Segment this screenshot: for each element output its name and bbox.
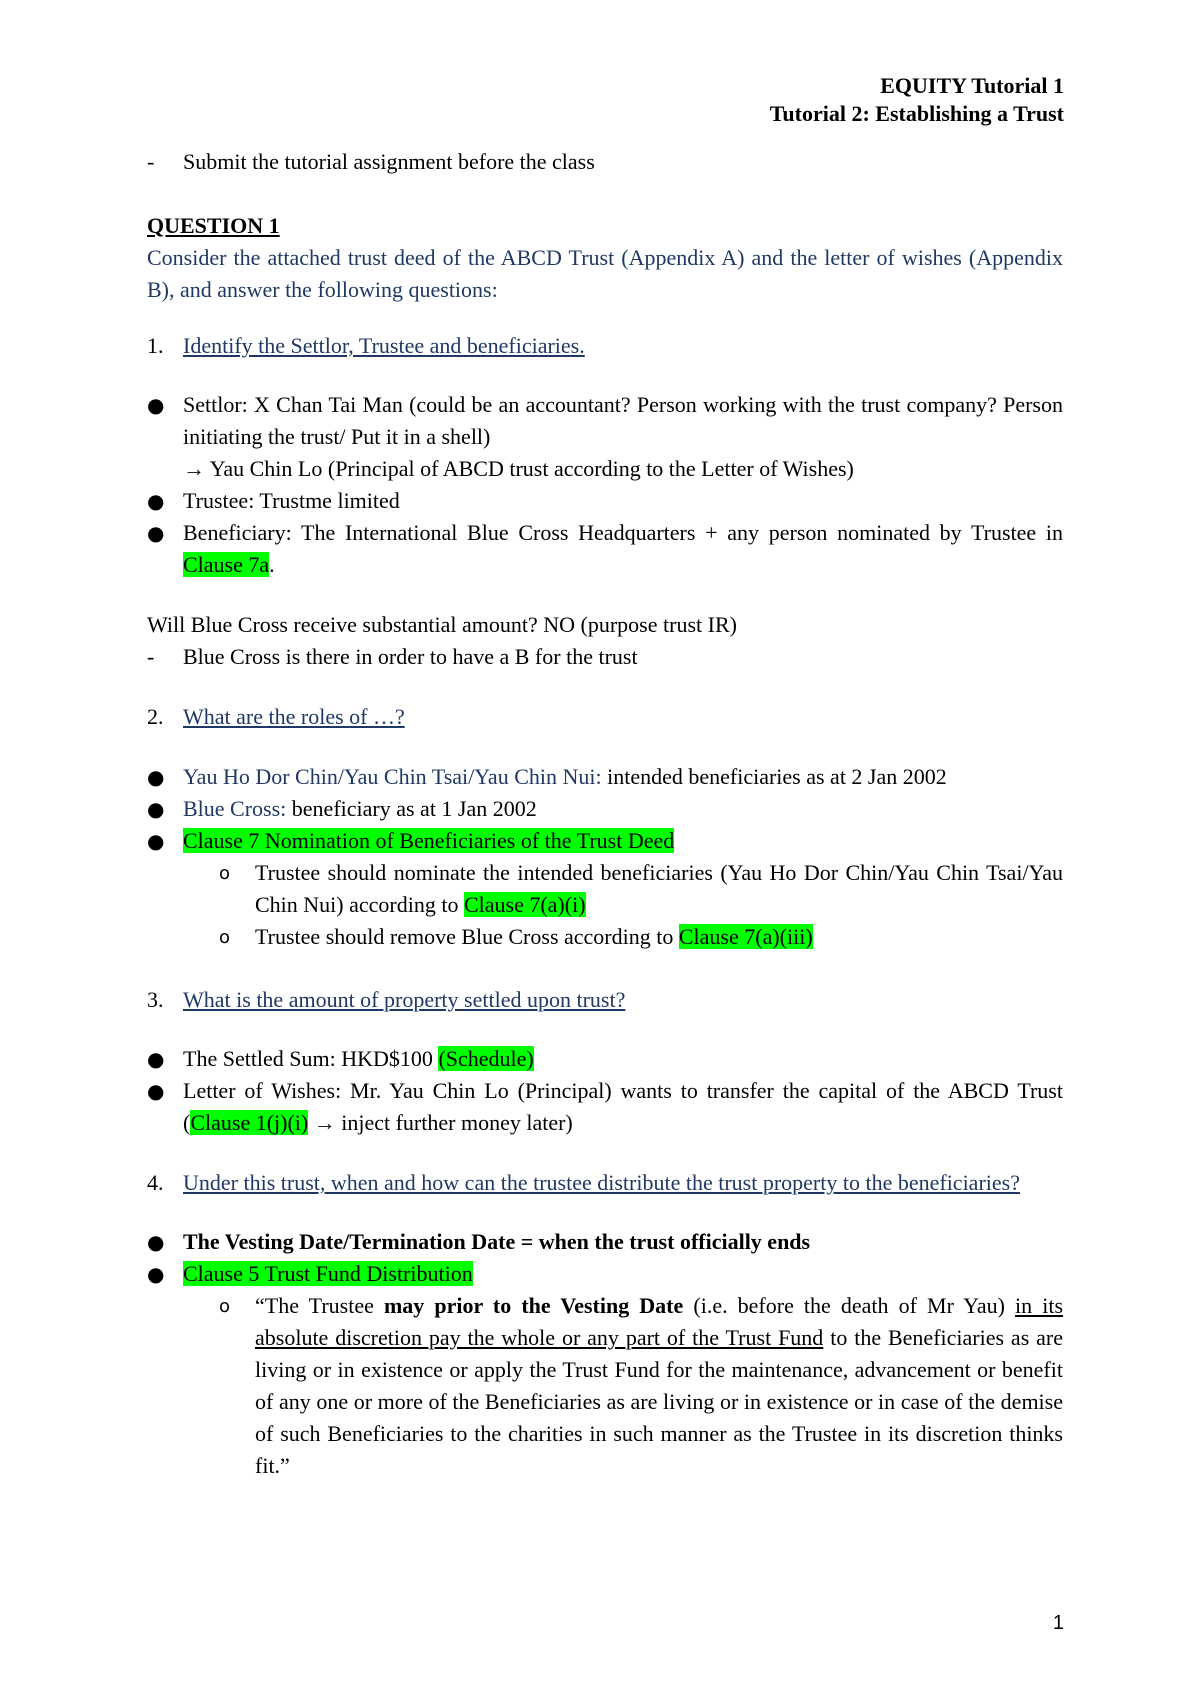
circle-marker: o xyxy=(219,927,231,948)
bullet-icon: ● xyxy=(147,1047,165,1071)
trustee-text: Trustee: Trustme limited xyxy=(183,488,400,513)
blue-cross-role: beneficiary as at 1 Jan 2002 xyxy=(291,796,537,821)
bullet-vesting-date xyxy=(147,1226,1063,1258)
beneficiary-text: Beneficiary: The International Blue Cross Headquarters + any person nominated by Trustee in xyxy=(183,520,1063,545)
bullet-clause-5 xyxy=(147,1258,1063,1290)
bullet-icon: ● xyxy=(147,829,165,853)
settlor-arrow-line xyxy=(147,453,1063,485)
section-heading-text: Identify the Settlor, Trustee and beneficiaries. xyxy=(183,333,585,358)
quote-end: to the Beneficiaries as are living or in existence or apply the Trust Fund for the maintenance, advancement or benefit of any one or more of the Beneficiaries as are living or in existence or in case of the demise of such Beneficiaries to the charities in such manner as the Trustee in its discretion thinks fit.” xyxy=(255,1325,1064,1478)
section-heading-text: What is the amount of property settled upon trust? xyxy=(183,987,626,1012)
circle-marker: o xyxy=(219,863,231,884)
bullet-icon: ● xyxy=(147,489,165,513)
page-number: 1 xyxy=(1052,1612,1064,1634)
quote-bold: may prior to the Vesting Date xyxy=(383,1293,684,1318)
intended-role: intended beneficiaries as at 2 Jan 2002 xyxy=(607,764,947,789)
dash-marker: - xyxy=(147,644,155,669)
beneficiary-clause-highlight: Clause 7a xyxy=(183,552,270,577)
page-header xyxy=(770,72,1064,128)
clause-1ji-highlight: Clause 1(j)(i) xyxy=(190,1110,309,1135)
bullet-settlor xyxy=(147,389,1063,453)
intro-line xyxy=(147,146,1063,178)
quote-open: “The Trustee xyxy=(255,1293,374,1318)
vesting-date-text: The Vesting Date/Termination Date = when the trust officially ends xyxy=(183,1229,811,1254)
remove-text: Trustee should remove Blue Cross according to xyxy=(255,924,674,949)
bullet-blue-cross-role xyxy=(147,793,1063,825)
letter-of-wishes-end: inject further money later) xyxy=(341,1110,573,1135)
bullet-icon: ● xyxy=(147,521,165,545)
question-title: QUESTION 1 xyxy=(147,213,280,238)
intended-names: Yau Ho Dor Chin/Yau Chin Tsai/Yau Chin Nui: xyxy=(183,764,602,789)
section-heading-text: What are the roles of …? xyxy=(183,704,405,729)
bullet-icon: ● xyxy=(147,1230,165,1254)
blue-cross-dash-line xyxy=(147,641,1063,673)
clause-7-highlight: Clause 7 Nomination of Beneficiaries of the Trust Deed xyxy=(183,828,675,853)
quote-underlined: in its absolute discretion pay the whole or any part of the Trust Fund xyxy=(255,1293,1064,1350)
clause-5-highlight: Clause 5 Trust Fund Distribution xyxy=(183,1261,473,1286)
clause-7ai-highlight: Clause 7(a)(i) xyxy=(463,892,586,917)
section-number: 4. xyxy=(147,1170,164,1195)
clause-7aiii-highlight: Clause 7(a)(iii) xyxy=(678,924,813,949)
arrow-icon: → xyxy=(313,1110,336,1135)
section-1-heading xyxy=(147,330,1063,362)
settlor-arrow-text: Yau Chin Lo (Principal of ABCD trust according to the Letter of Wishes) xyxy=(209,456,854,481)
bullet-icon: ● xyxy=(147,1262,165,1286)
nominate-text: Trustee should nominate the intended beneficiaries (Yau Ho Dor Chin/Yau Chin Tsai/Yau Chin Nui) according to xyxy=(255,860,1063,917)
bullet-clause-7 xyxy=(147,825,1063,857)
header-course: EQUITY Tutorial 1 xyxy=(880,73,1064,98)
blue-cross-question: Will Blue Cross receive substantial amount? NO (purpose trust IR) xyxy=(147,612,737,637)
arrow-icon: → xyxy=(183,456,205,481)
sub-bullet-nominate xyxy=(219,857,1063,921)
document-body xyxy=(147,146,1063,1482)
sub-bullet-remove xyxy=(219,921,1063,954)
bullet-icon: ● xyxy=(147,797,165,821)
bullet-trustee xyxy=(147,485,1063,517)
section-2-heading xyxy=(147,701,1063,733)
schedule-highlight: (Schedule) xyxy=(438,1046,534,1071)
section-number: 1. xyxy=(147,333,164,358)
bullet-icon: ● xyxy=(147,1079,165,1103)
circle-marker: o xyxy=(219,1296,231,1317)
settled-sum-text: The Settled Sum: HKD$100 xyxy=(183,1046,433,1071)
bullet-letter-of-wishes xyxy=(147,1075,1063,1139)
bullet-icon: ● xyxy=(147,765,165,789)
section-number: 2. xyxy=(147,704,164,729)
header-tutorial-title: Tutorial 2: Establishing a Trust xyxy=(769,101,1064,126)
section-number: 3. xyxy=(147,987,164,1012)
letter-of-wishes-text: Letter of Wishes: Mr. Yau Chin Lo (Principal) wants to transfer the capital of the ABCD Trust ( xyxy=(183,1078,1063,1135)
bullet-icon: ● xyxy=(147,393,165,417)
blue-cross-label: Blue Cross: xyxy=(183,796,287,821)
bullet-settled-sum xyxy=(147,1043,1063,1075)
quote-mid: (i.e. before the death of Mr Yau) xyxy=(693,1293,1005,1318)
question-prompt: Consider the attached trust deed of the ABCD Trust (Appendix A) and the letter of wishes (Appendix B), and answer the following questions: xyxy=(147,245,1063,302)
section-3-heading xyxy=(147,984,1063,1016)
bullet-intended-beneficiaries xyxy=(147,761,1063,793)
intro-text: Submit the tutorial assignment before the class xyxy=(183,149,595,174)
blue-cross-note: Blue Cross is there in order to have a B for the trust xyxy=(183,644,638,669)
sub-bullet-clause-5-quote xyxy=(219,1290,1063,1482)
beneficiary-end: . xyxy=(269,552,275,577)
bullet-beneficiary xyxy=(147,517,1063,581)
section-4-heading xyxy=(147,1167,1063,1199)
settlor-text: Settlor: X Chan Tai Man (could be an accountant? Person working with the trust company? Person initiating the trust/ Put it in a shell) xyxy=(183,392,1063,449)
section-heading-text: Under this trust, when and how can the trustee distribute the trust property to the beneficiaries? xyxy=(183,1170,1020,1195)
dash-marker: - xyxy=(147,149,155,174)
